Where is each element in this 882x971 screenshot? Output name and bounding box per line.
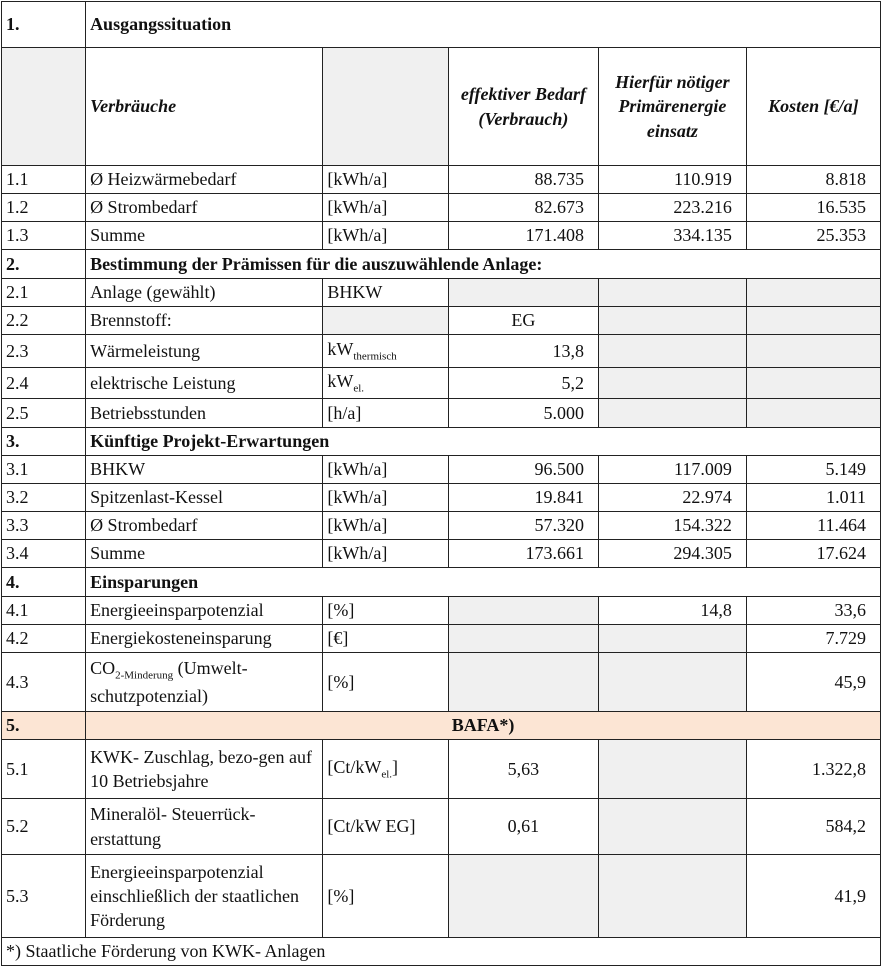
header-kosten: Kosten [€/a] xyxy=(746,48,880,166)
table-row: 5.1 KWK- Zuschlag, bezo-gen auf 10 Betriebsjahre $[Ct/kW_{el.}]$ 5,63 1.322,8 xyxy=(2,740,881,799)
section-num: 1. xyxy=(2,2,86,48)
table-row: 2.3 Wärmeleistung $kW_{thermisch}$ 13,8 xyxy=(2,335,881,368)
table-row: 2.2 Brennstoff: EG xyxy=(2,307,881,335)
section-5-row: 5. BAFA*) xyxy=(2,712,881,740)
header-row xyxy=(2,48,881,166)
table-row: 3.2 Spitzenlast-Kessel [kWh/a] 19.841 22.974 1.011 xyxy=(2,484,881,512)
table-row: 4.3 $CO_{2-Minderung}$ (Umwelt-schutzpotenzial) [%] 45,9 xyxy=(2,653,881,712)
footnote-row xyxy=(2,938,881,966)
header-verbraeuche: Verbräuche xyxy=(86,48,323,166)
table-row: 2.4 elektrische Leistung $kW_{el.}$ 5,2 xyxy=(2,368,881,399)
table-row: 1.3 Summe [kWh/a] 171.408 334.135 25.353 xyxy=(2,222,881,250)
section-4-row: 4. Einsparungen xyxy=(2,568,881,597)
energy-table xyxy=(1,1,881,966)
table-row: 1.1 Ø Heizwärmebedarf [kWh/a] 88.735 110.919 8.818 xyxy=(2,166,881,194)
table-row: 3.1 BHKW [kWh/a] 96.500 117.009 5.149 xyxy=(2,456,881,484)
table-row: 5.2 Mineralöl- Steuerrück-erstattung [Ct/kW EG] 0,61 584,2 xyxy=(2,799,881,855)
table-row: 2.5 Betriebsstunden [h/a] 5.000 xyxy=(2,399,881,428)
table-row: 3.3 Ø Strombedarf [kWh/a] 57.320 154.322 11.464 xyxy=(2,512,881,540)
table-row: 4.1 Energieeinsparpotenzial [%] 14,8 33,6 xyxy=(2,597,881,625)
table-row: 1.2 Ø Strombedarf [kWh/a] 82.673 223.216 16.535 xyxy=(2,194,881,222)
header-primaerenergie: Hierfür nötiger Primärenergie einsatz xyxy=(598,48,746,166)
header-bedarf: effektiver Bedarf (Verbrauch) xyxy=(448,48,598,166)
footnote: *) Staatliche Förderung von KWK- Anlagen xyxy=(2,938,881,966)
section-title: Ausgangssituation xyxy=(86,2,881,48)
table-row: 5.3 Energieeinsparpotenzial einschließlich der staatlichen Förderung [%] 41,9 xyxy=(2,855,881,938)
section-3-row: 3. Künftige Projekt-Erwartungen xyxy=(2,428,881,456)
section-2-row: 2. Bestimmung der Prämissen für die auszuwählende Anlage: xyxy=(2,250,881,279)
table-row: 3.4 Summe [kWh/a] 173.661 294.305 17.624 xyxy=(2,540,881,568)
section-1-row xyxy=(2,2,881,48)
table-row: 4.2 Energiekosteneinsparung [€] 7.729 xyxy=(2,625,881,653)
table-row: 2.1 Anlage (gewählt) BHKW xyxy=(2,279,881,307)
